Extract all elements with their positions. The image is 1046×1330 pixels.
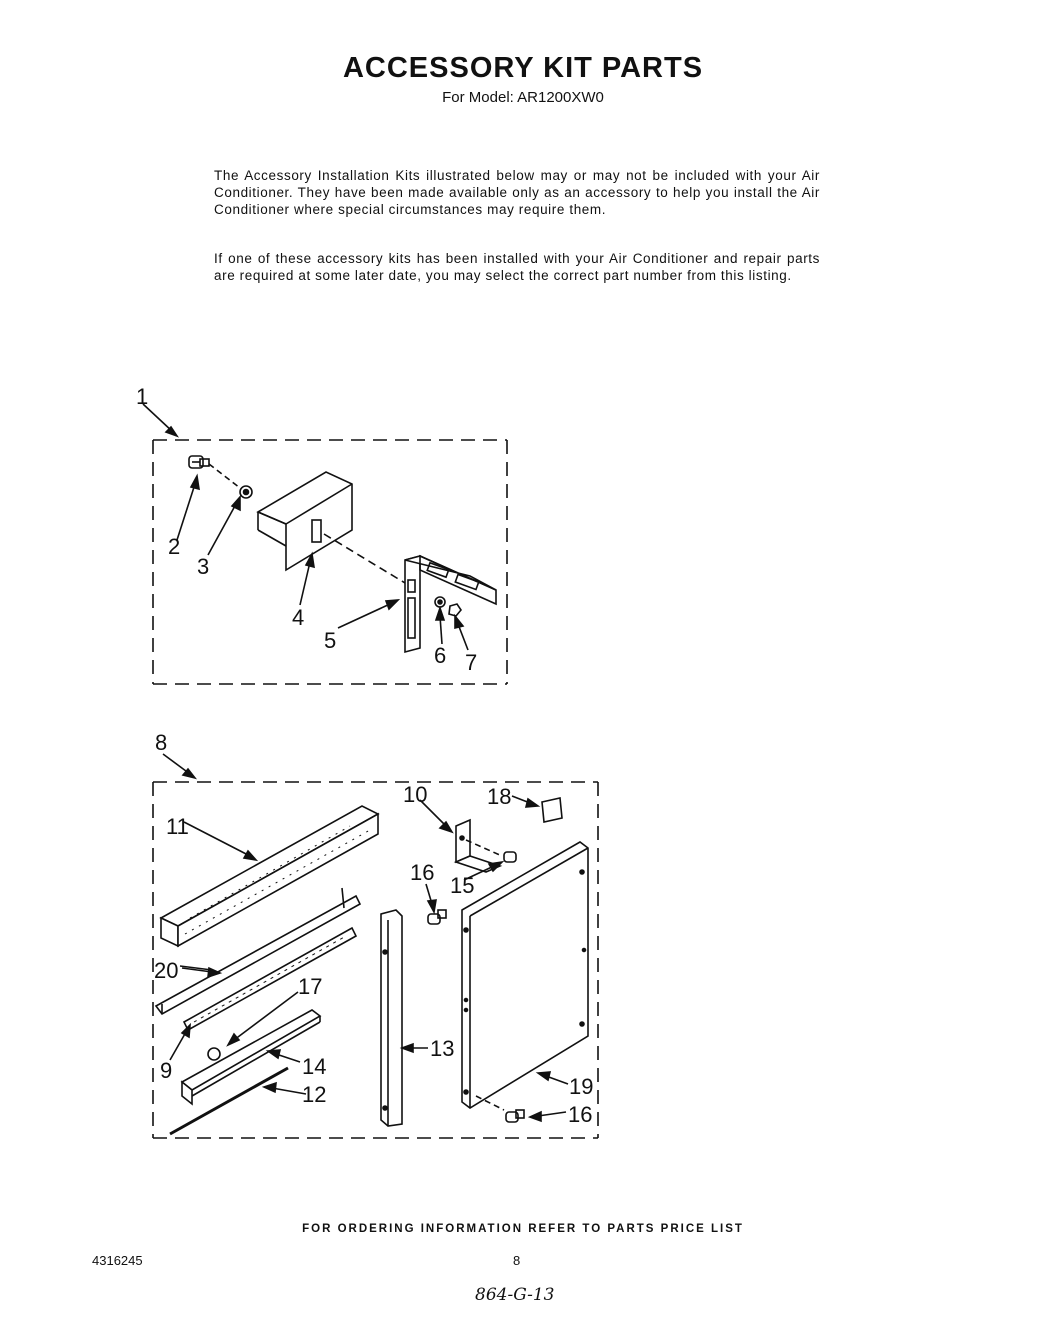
page-title: ACCESSORY KIT PARTS [342, 52, 704, 84]
nut-icon [449, 604, 461, 616]
handwritten-note: 864-G-13 [475, 1285, 555, 1305]
callout-15: 15 [450, 873, 475, 898]
callout-20: 20 [154, 958, 179, 983]
callout-10: 10 [403, 782, 428, 807]
callout-12: 12 [302, 1082, 327, 1107]
intro-paragraph-2: If one of these accessory kits has been installed with your Air Conditioner and repair parts are required at some later date, you may select the correct part number from this listing. [214, 251, 820, 283]
callout-9: 9 [160, 1058, 173, 1083]
screw-icon [189, 456, 209, 468]
callout-6: 6 [434, 643, 447, 668]
screw-icon [506, 1110, 524, 1122]
callout-7: 7 [465, 650, 478, 675]
callout-5: 5 [324, 628, 337, 653]
callout-1: 1 [136, 384, 149, 409]
callout-11: 11 [166, 814, 189, 839]
screw-icon [504, 852, 516, 862]
pad-icon [542, 798, 562, 822]
panel-icon [462, 842, 588, 1108]
l-bracket-icon [405, 556, 496, 652]
callout-18: 18 [487, 784, 512, 809]
model-subtitle: For Model: AR1200XW0 [442, 89, 604, 106]
document-number: 4316245 [92, 1253, 143, 1268]
callout-19: 19 [569, 1074, 594, 1099]
bracket-cover-icon [258, 472, 352, 570]
intro-paragraph-1: The Accessory Installation Kits illustrated below may or may not be included with your Air Conditioner. They have been made available only as an accessory to help you install the Air Conditioner where special circumstances may require them. [214, 168, 820, 217]
callout-14: 14 [302, 1054, 327, 1079]
callout-2: 2 [168, 534, 181, 559]
ordering-info: FOR ORDERING INFORMATION REFER TO PARTS PRICE LIST [302, 1223, 744, 1235]
callout-17: 17 [298, 974, 323, 999]
callout-16-lower: 16 [568, 1102, 593, 1127]
callout-8: 8 [155, 730, 168, 755]
callout-4: 4 [292, 605, 305, 630]
screw-icon [428, 910, 446, 924]
roller-icon [208, 1048, 220, 1060]
callout-16-upper: 16 [410, 860, 435, 885]
washer-icon [240, 486, 252, 498]
callout-3: 3 [197, 554, 210, 579]
callout-13: 13 [430, 1036, 455, 1061]
page-number: 8 [513, 1253, 521, 1268]
vertical-bar-icon [381, 910, 402, 1126]
